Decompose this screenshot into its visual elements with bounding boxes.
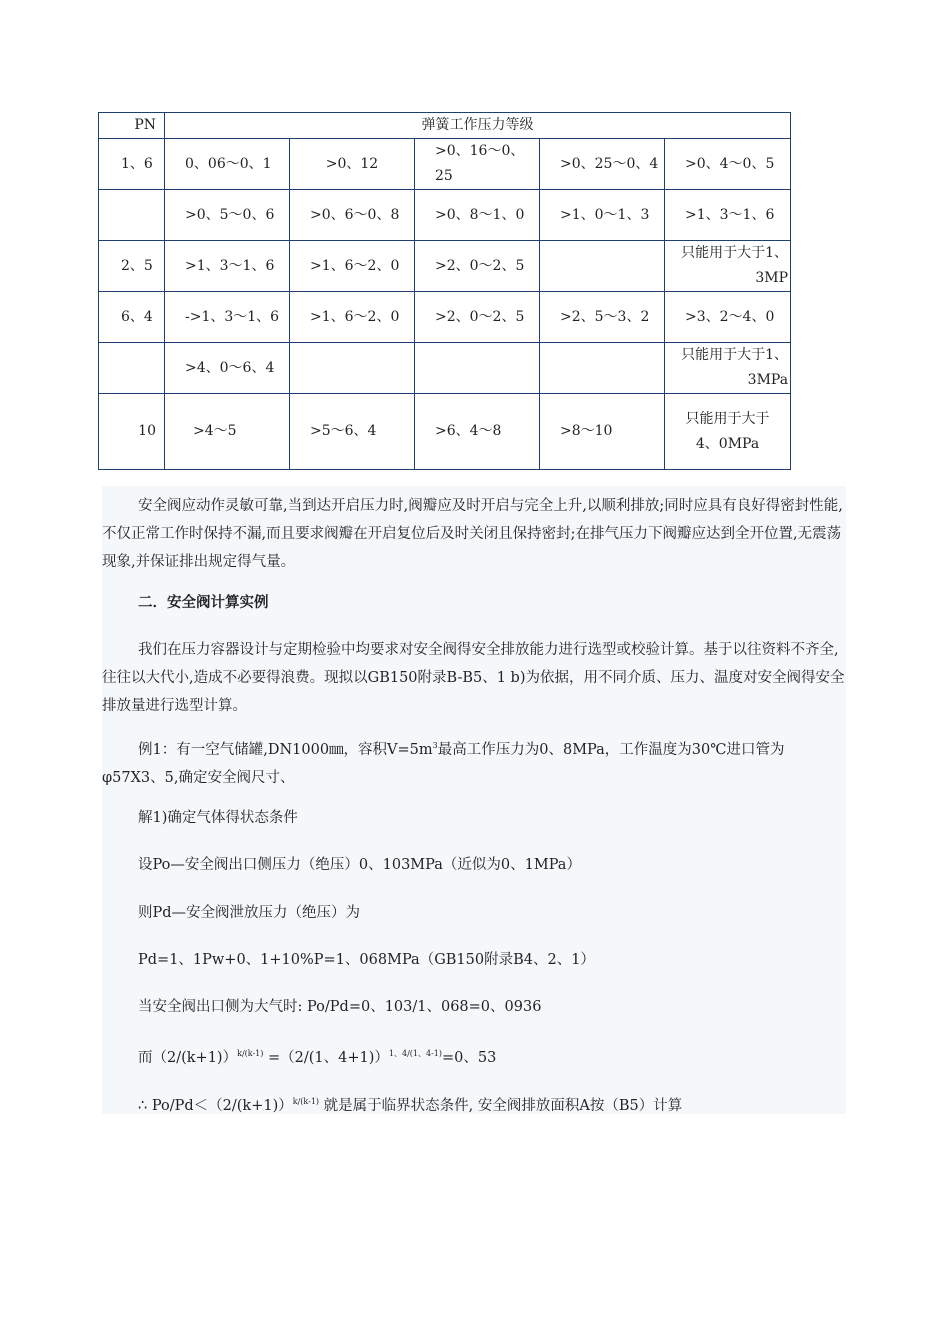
table-cell: >1、3～1、6 [165,241,290,292]
pn-cell: 10 [99,394,165,470]
table-cell: >4、0～6、4 [165,343,290,394]
table-cell: >0、6～0、8 [290,190,415,241]
table-cell: >0、16～0、25 [415,139,540,190]
table-cell: >3、2～4、0 [665,292,791,343]
table-row [99,292,791,343]
table-cell: >0、4～0、5 [665,139,791,190]
table-row [99,139,791,190]
paragraph-po: 设Po—安全阀出口侧压力（绝压）0、103MPa（近似为0、1MPa） [138,857,581,873]
formula-ratio: 当安全阀出口侧为大气时: Po/Pd=0、103/1、068=0、0936 [138,999,542,1015]
table-cell [540,343,665,394]
paragraph-valve-requirements: 安全阀应动作灵敏可靠,当到达开启压力时,阀瓣应及时开启与完全上升,以顺利排放;同时应具有良好得密封性能,不仅正常工作时保持不漏,而且要求阀瓣在开启复位后及时关闭且保持密封;在排气压力下阀瓣应达到全开位置,无震荡现象,并保证排出规定得气量。 [102,498,843,570]
table-cell: >0、8～1、0 [415,190,540,241]
paragraph-step-1: 解1)确定气体得状态条件 [138,810,298,826]
pressure-grade-table [98,112,791,470]
table-cell [415,343,540,394]
formula-critical: 而$(2/(k+1))^{k/(k-1)} =(2/(1$、4+1)）$^{1、4/(1、4-1)}$=0、53 [138,1049,497,1066]
table-cell: >0、12 [290,139,415,190]
table-row [99,394,791,470]
table-row [99,190,791,241]
paragraph-example-1: 例1：有一空气储罐,DN1000㎜，容积$V=5m^3$最高工作压力为0、8MPa，工作温度为30℃进口管为φ57X3、5,确定安全阀尺寸、 [102,741,785,786]
table-row [99,241,791,292]
table-cell: >1、3～1、6 [665,190,791,241]
table-cell: 只能用于大于4、0MPa [665,394,791,470]
table-cell: >0、25～0、4 [540,139,665,190]
section-title: 二．安全阀计算实例 [138,595,269,611]
table-cell: ->1、3～1、6 [165,292,290,343]
pn-header: PN [99,113,165,139]
table-cell: >5～6、4 [290,394,415,470]
formula-pd: Pd=1、1Pw+0、1+10%P=1、068MPa（GB150附录B4、2、1） [138,952,595,968]
table-cell: >0、5～0、6 [165,190,290,241]
table-cell: >1、6～2、0 [290,241,415,292]
table-cell: >2、0～2、5 [415,292,540,343]
pn-cell [99,190,165,241]
spring-pressure-grade-header: 弹簧工作压力等级 [165,113,791,139]
pn-cell: 6、4 [99,292,165,343]
table-cell: >2、5～3、2 [540,292,665,343]
table-cell [290,343,415,394]
table-row [99,343,791,394]
article-body [102,486,846,1114]
table-cell: >6、4～8 [415,394,540,470]
paragraph-pd: 则Pd—安全阀泄放压力（绝压）为 [138,905,361,921]
formula-conclusion: ∴ $Po/Pd<(2/(k+1))^{k/(k-1)}$ 就是属于临界状态条件, 安全阀排放面积A按（B5）计算 [138,1097,683,1114]
table-cell: >8～10 [540,394,665,470]
pn-cell [99,343,165,394]
table-cell: >2、0～2、5 [415,241,540,292]
table-cell: >4～5 [165,394,290,470]
table-cell: 只能用于大于1、3MP [665,241,791,292]
table-cell: >1、0～1、3 [540,190,665,241]
table-cell: 0、06～0、1 [165,139,290,190]
table-cell [540,241,665,292]
pn-cell: 2、5 [99,241,165,292]
paragraph-intro: 我们在压力容器设计与定期检验中均要求对安全阀得安全排放能力进行选型或校验计算。基于以往资料不齐全,往往以大代小,造成不必要得浪费。现拟以GB150附录B-B5、1 b)为依据，用不同介质、压力、温度对安全阀得安全排放量进行选型计算。 [102,642,845,714]
pn-cell: 1、6 [99,139,165,190]
table-cell: >1、6～2、0 [290,292,415,343]
table-cell: 只能用于大于1、3MPa [665,343,791,394]
